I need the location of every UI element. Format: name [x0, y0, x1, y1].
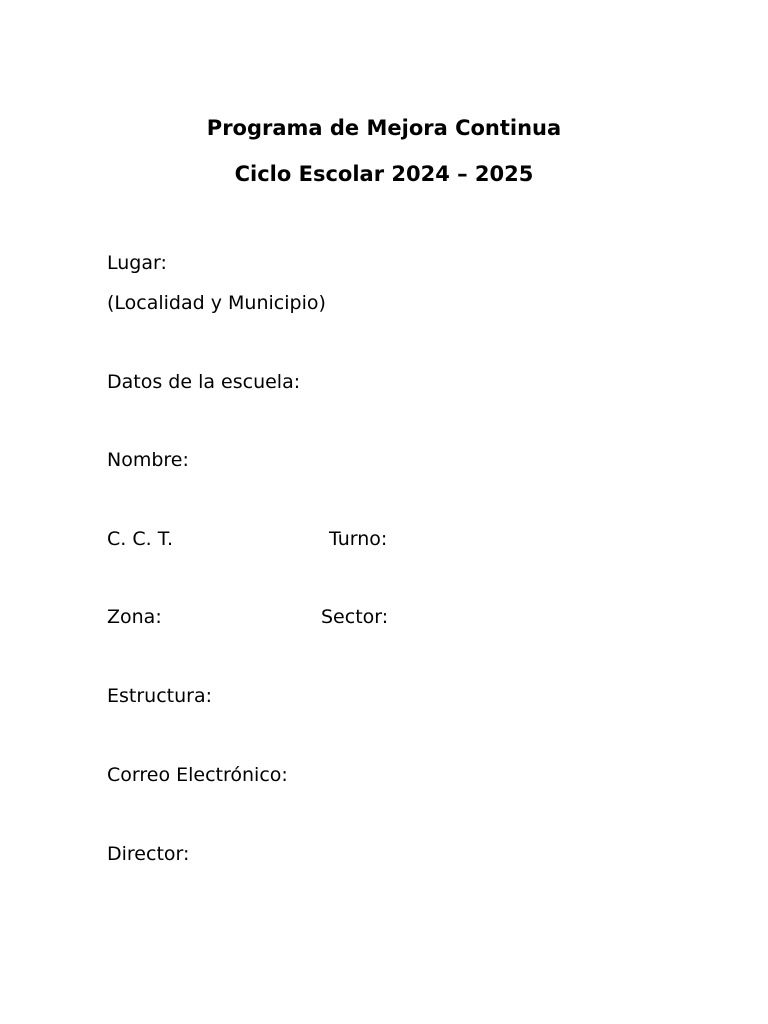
- cct-label: C. C. T.: [107, 528, 174, 550]
- estructura-label: Estructura:: [107, 685, 213, 707]
- correo-electronico-label: Correo Electrónico:: [107, 764, 288, 786]
- lugar-label: Lugar:: [107, 252, 167, 274]
- zona-label: Zona:: [107, 606, 162, 628]
- document-subtitle: Ciclo Escolar 2024 – 2025: [234, 162, 534, 186]
- document-title: Programa de Mejora Continua: [206, 116, 562, 140]
- turno-label: Turno:: [329, 528, 388, 550]
- sector-label: Sector:: [321, 606, 389, 628]
- lugar-hint: (Localidad y Municipio): [107, 292, 326, 314]
- nombre-label: Nombre:: [107, 449, 189, 471]
- datos-escuela-heading: Datos de la escuela:: [107, 371, 301, 393]
- director-label: Director:: [107, 843, 190, 865]
